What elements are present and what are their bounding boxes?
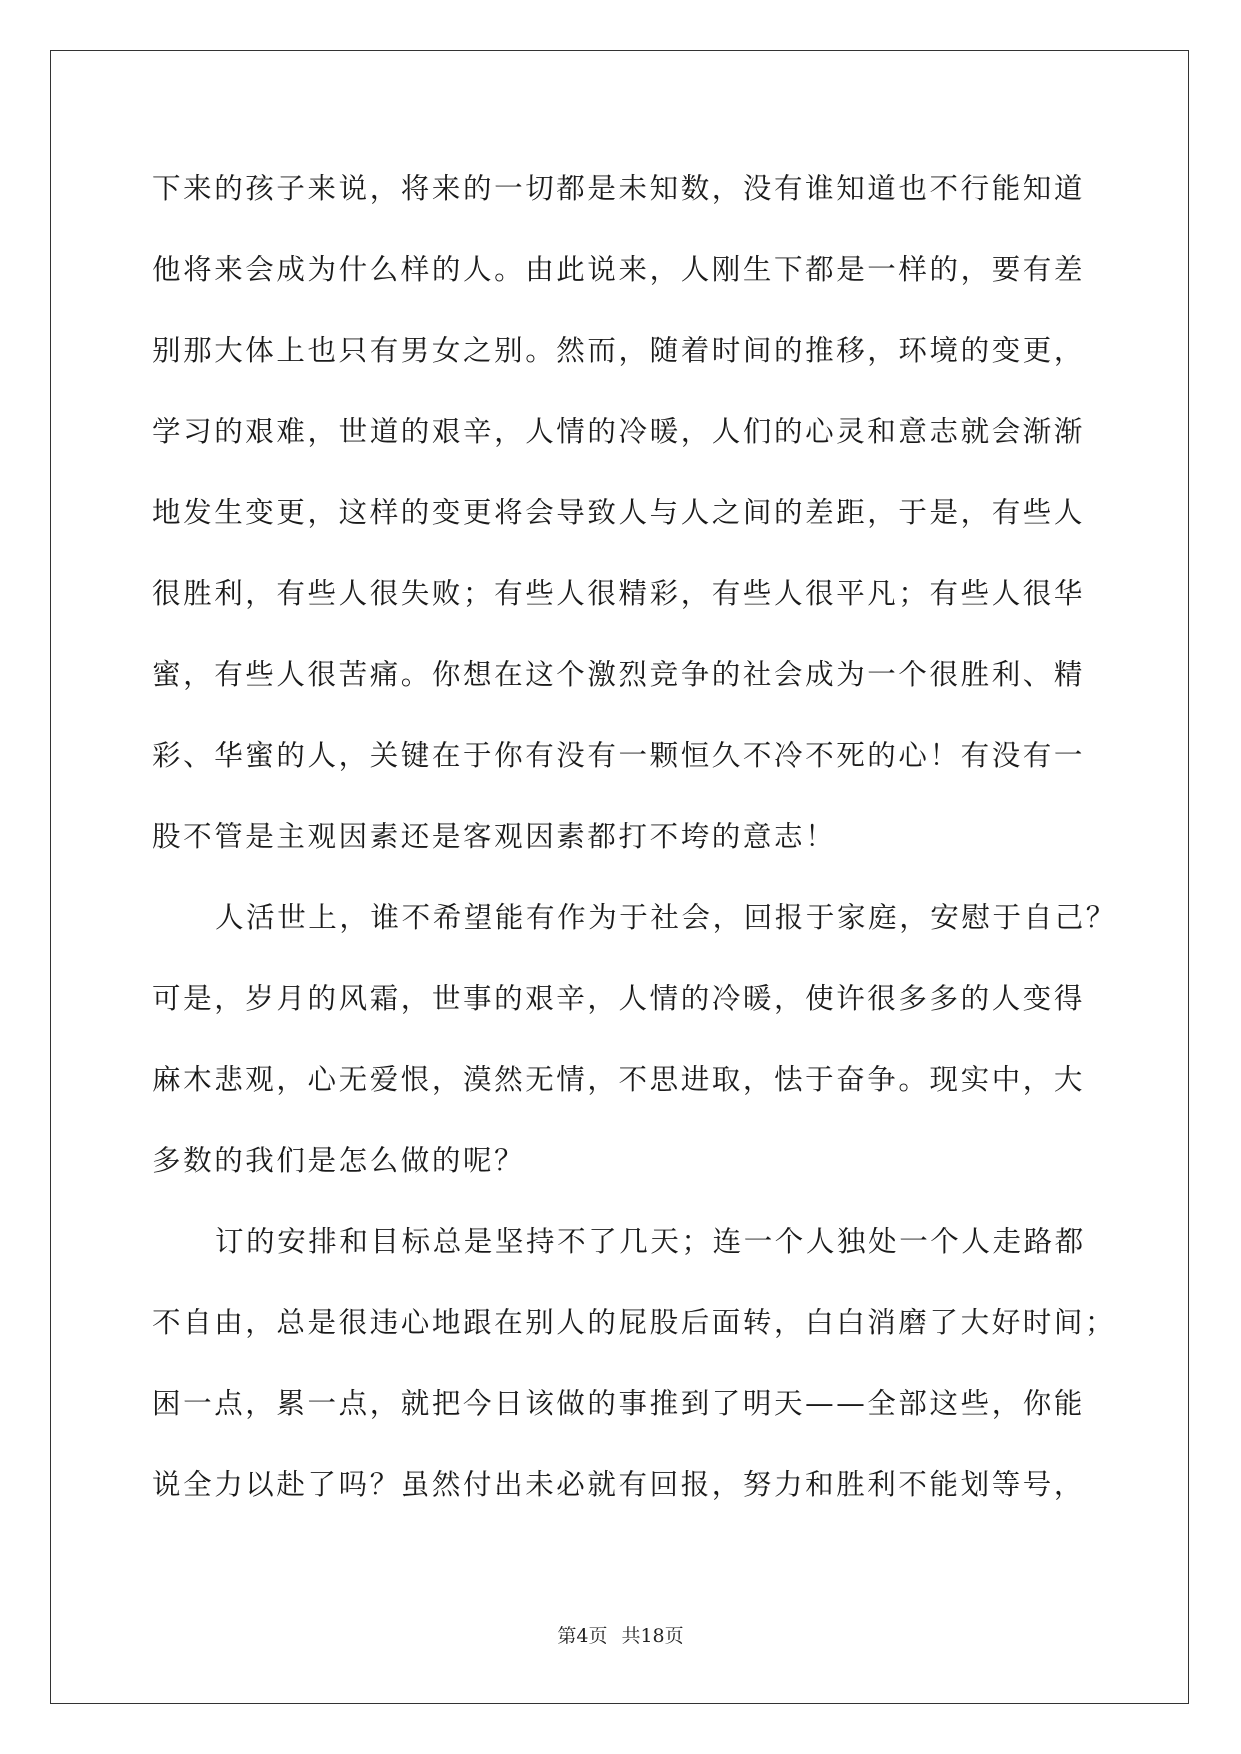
text-line-8: 彩、华蜜的人，关键在于你有没有一颗恒久不冷不死的心！有没有一: [152, 739, 1086, 772]
text-line-14: 订的安排和目标总是坚持不了几天；连一个人独处一个人走路都: [215, 1225, 1086, 1258]
page-footer: [0, 1621, 1241, 1648]
text-line-5: 地发生变更，这样的变更将会导致人与人之间的差距，于是，有些人: [152, 496, 1086, 529]
page-total: 共18页: [621, 1625, 684, 1647]
text-line-9: 股不管是主观因素还是客观因素都打不垮的意志！: [152, 820, 837, 853]
text-line-15: 不自由，总是很违心地跟在别人的屁股后面转，白白消磨了大好时间；: [152, 1306, 1117, 1339]
text-line-16: 困一点，累一点，就把今日该做的事推到了明天——全部这些，你能: [152, 1387, 1086, 1420]
text-line-11: 可是，岁月的风霜，世事的艰辛，人情的冷暖，使许很多多的人变得: [152, 982, 1086, 1015]
text-line-13: 多数的我们是怎么做的呢？: [152, 1144, 526, 1177]
page-number: 第4页: [557, 1625, 608, 1647]
text-line-17: 说全力以赴了吗？虽然付出未必就有回报，努力和胜利不能划等号，: [152, 1468, 1086, 1501]
text-line-1: 下来的孩子来说，将来的一切都是未知数，没有谁知道也不行能知道: [152, 172, 1086, 205]
text-line-3: 别那大体上也只有男女之别。然而，随着时间的推移，环境的变更，: [152, 334, 1086, 367]
text-line-6: 很胜利，有些人很失败；有些人很精彩，有些人很平凡；有些人很华: [152, 577, 1086, 610]
text-line-10: 人活世上，谁不希望能有作为于社会，回报于家庭，安慰于自己？: [215, 901, 1117, 934]
text-line-7: 蜜，有些人很苦痛。你想在这个激烈竞争的社会成为一个很胜利、精: [152, 658, 1086, 691]
text-line-12: 麻木悲观，心无爱恨，漠然无情，不思进取，怯于奋争。现实中，大: [152, 1063, 1086, 1096]
text-line-4: 学习的艰难，世道的艰辛，人情的冷暖，人们的心灵和意志就会渐渐: [152, 415, 1086, 448]
text-line-2: 他将来会成为什么样的人。由此说来，人刚生下都是一样的，要有差: [152, 253, 1086, 286]
document-body: [152, 160, 1117, 1537]
